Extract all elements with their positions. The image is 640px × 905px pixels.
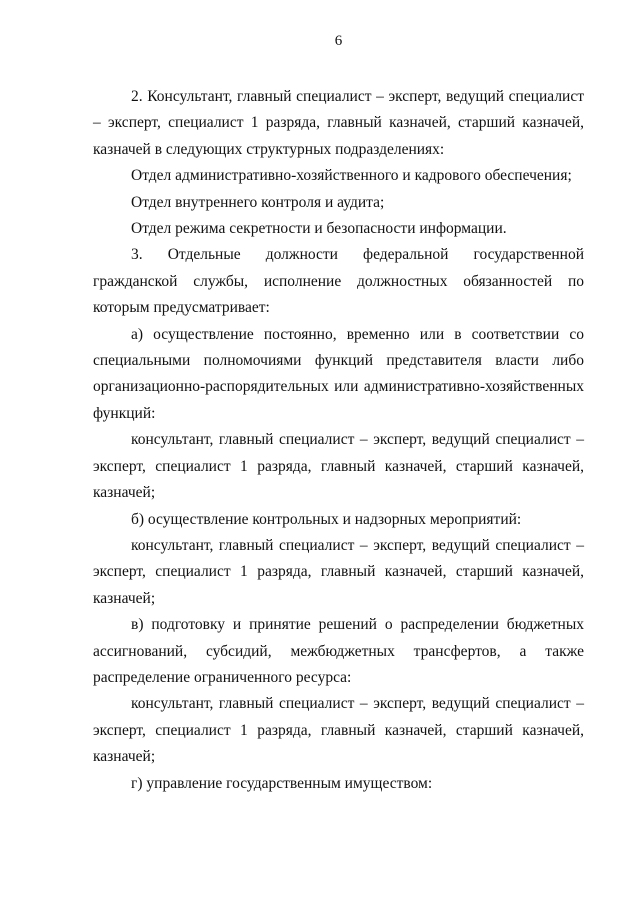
list-item-department-security: Отдел режима секретности и безопасности информации. [131,220,507,238]
paragraph-3-intro: 3. Отдельные должности федеральной государственной гражданской службы, исполнение должностных обязанностей по которым предусматривает: [93,246,584,317]
subitem-g: г) управление государственным имуществом: [131,774,433,792]
subitem-a-positions: консультант, главный специалист – эксперт, ведущий специалист – эксперт, специалист 1 разряда, главный казначей, старший казначей, казначей; [93,431,584,502]
list-item-department-admin: Отдел административно-хозяйственного и кадрового обеспечения; [131,167,572,185]
subitem-v: в) подготовку и принятие решений о распределении бюджетных ассигнований, субсидий, межбюджетных трансфертов, а также распределение ограниченного ресурса: [93,616,584,686]
subitem-b-positions: консультант, главный специалист – эксперт, ведущий специалист – эксперт, специалист 1 разряда, главный казначей, старший казначей, казначей; [93,536,584,607]
paragraph-2-positions: 2. Консультант, главный специалист – эксперт, ведущий специалист – эксперт, специалист 1 разряда, главный казначей, старший казначей, казначей в следующих структурных подразделениях: [93,88,584,158]
page-number: 6 [334,33,343,49]
list-item-department-audit: Отдел внутреннего контроля и аудита; [131,193,385,211]
subitem-b: б) осуществление контрольных и надзорных мероприятий: [131,510,522,528]
subitem-v-positions: консультант, главный специалист – эксперт, ведущий специалист – эксперт, специалист 1 разряда, главный казначей, старший казначей, казначей; [93,695,584,766]
subitem-a: а) осуществление постоянно, временно или в соответствии со специальными полномочиями функций представителя власти либо организационно-распорядительных или административно-хозяйственных функций: [93,325,584,422]
